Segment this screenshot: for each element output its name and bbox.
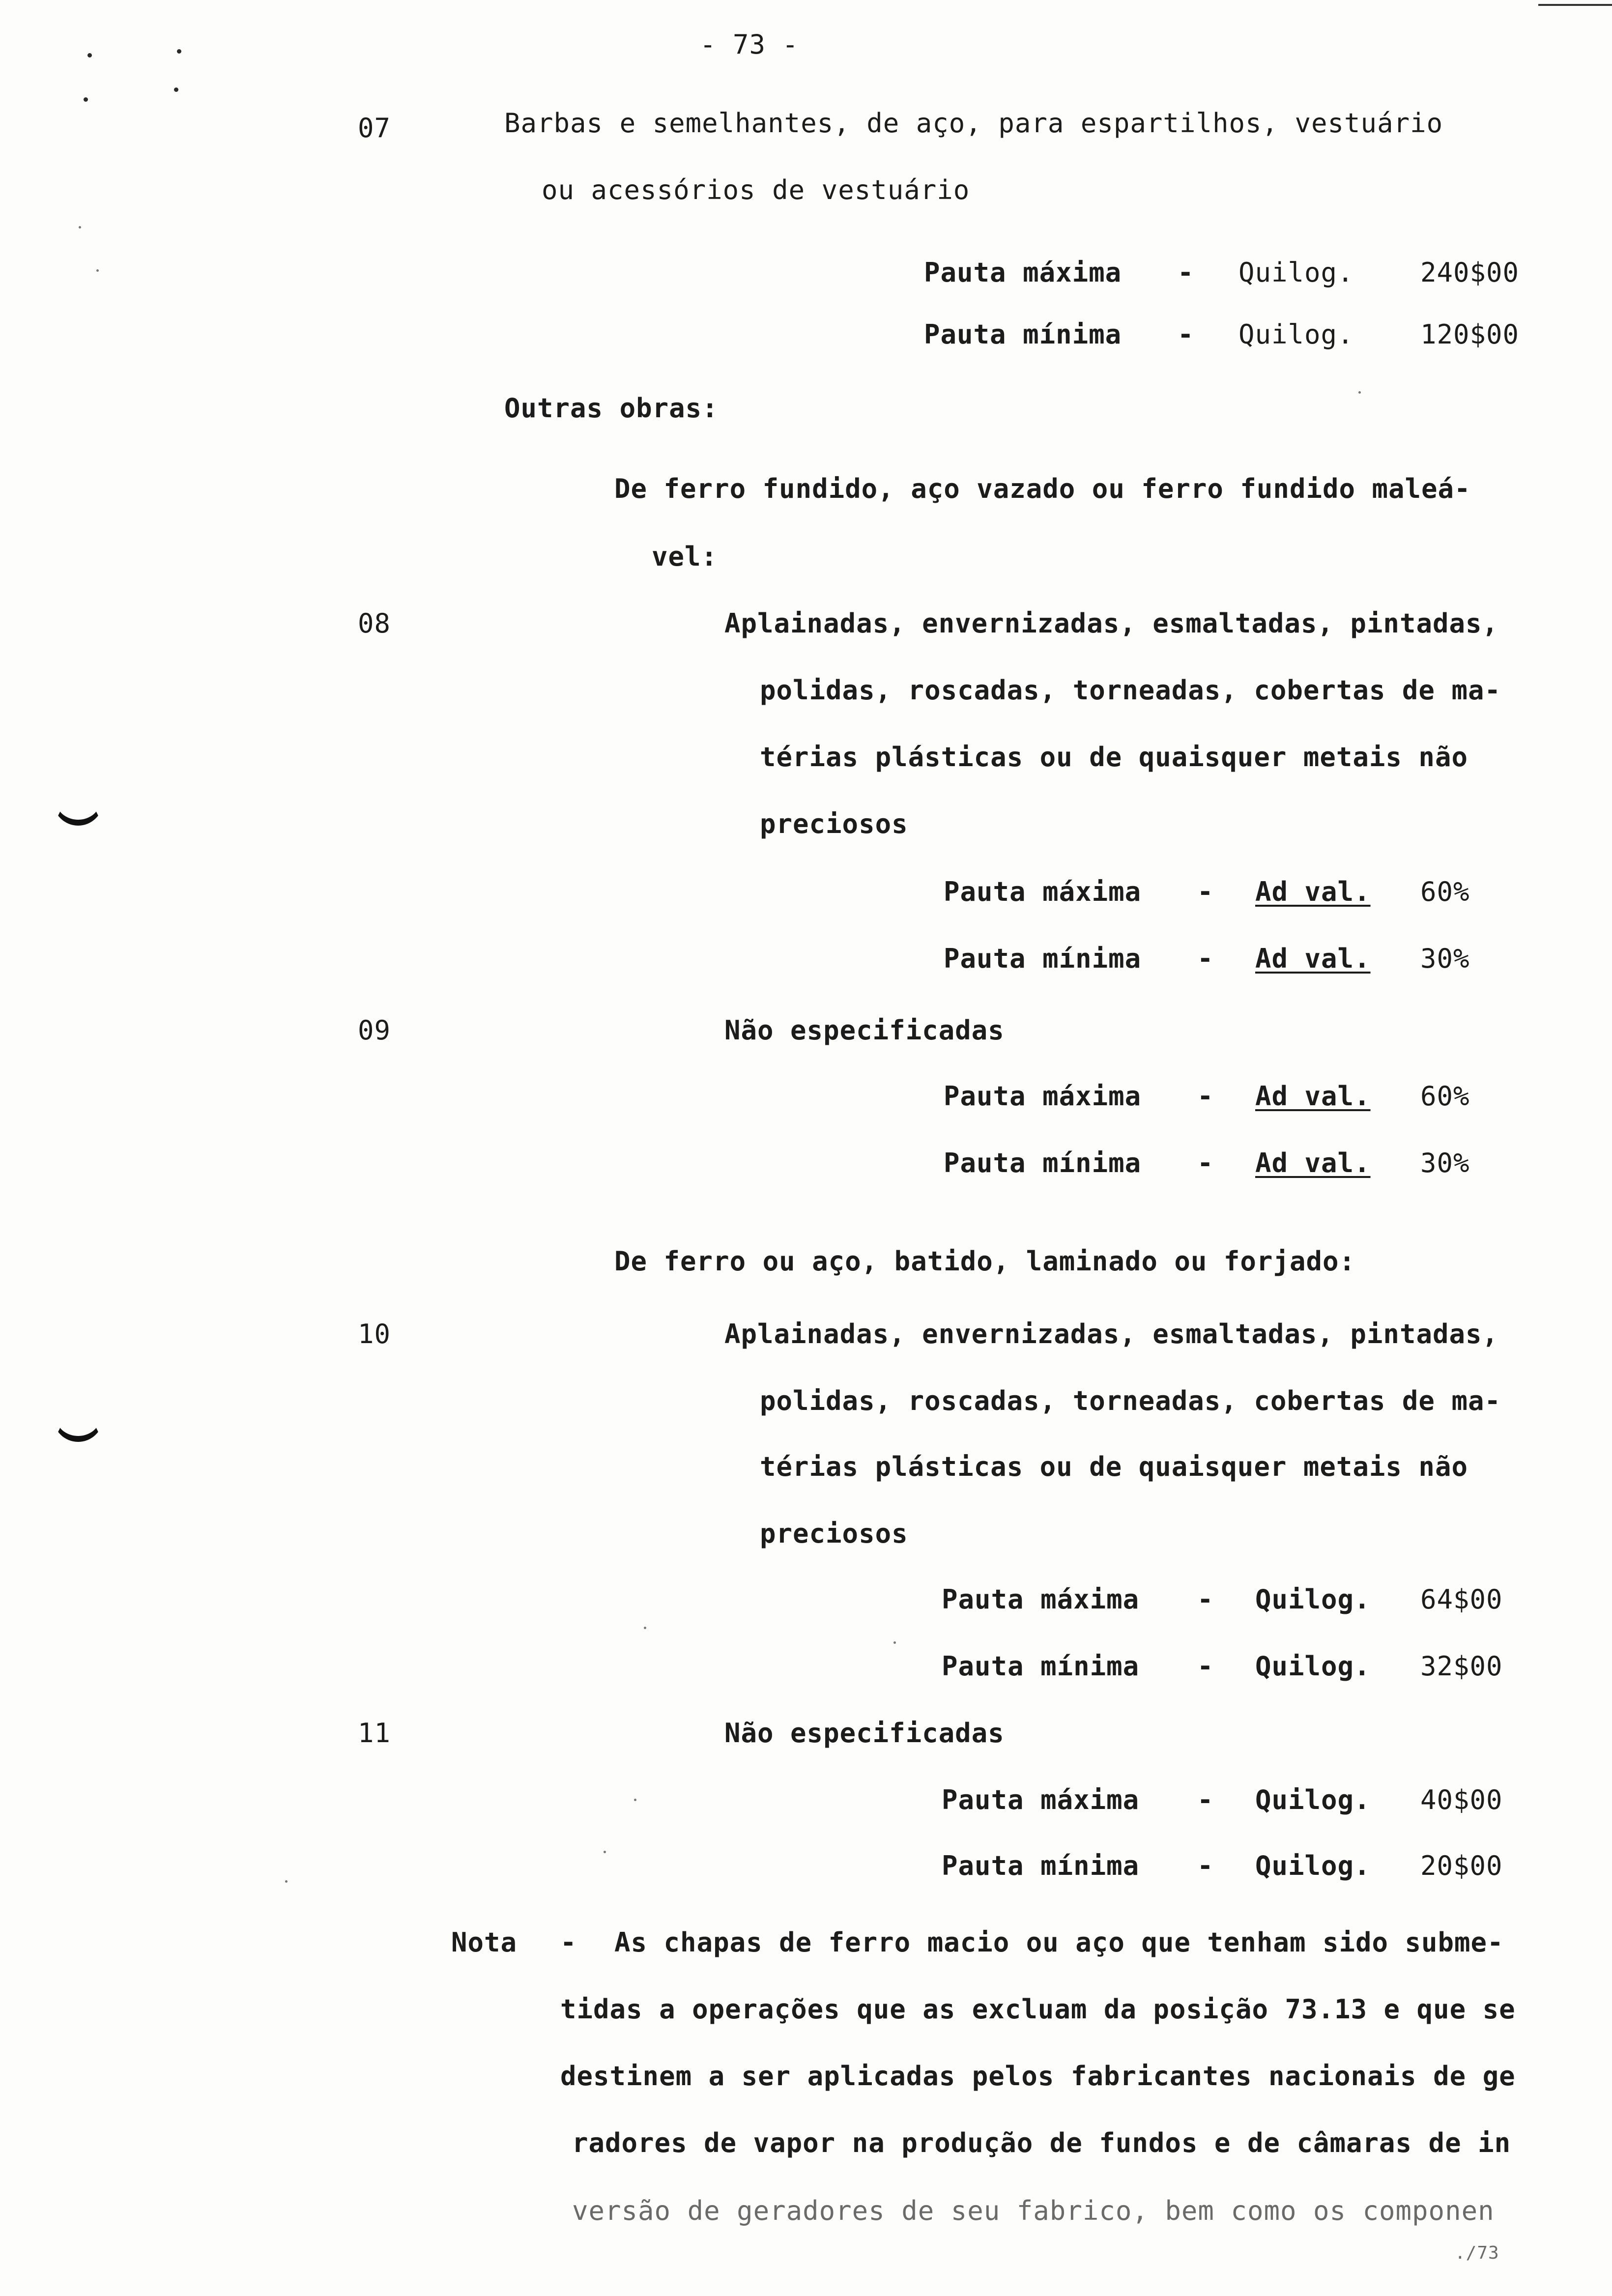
heading-ferro-fundido-line-1: De ferro fundido, aço vazado ou ferro fundido maleá- (614, 473, 1471, 504)
entry-09-max-value: 60% (1420, 1081, 1470, 1112)
entry-07-max-value: 240$00 (1420, 257, 1520, 288)
entry-10-max-label: Pauta máxima (942, 1584, 1140, 1615)
entry-11-min-value: 20$00 (1420, 1850, 1503, 1881)
entry-11-min-label: Pauta mínima (942, 1850, 1140, 1881)
entry-code-08: 08 (358, 608, 391, 639)
page-edge-mark (1538, 4, 1612, 6)
entry-code-10: 10 (358, 1319, 391, 1349)
entry-08-max-label: Pauta máxima (944, 876, 1142, 907)
entry-08-min-label: Pauta mínima (944, 943, 1142, 974)
entry-11-min-dash: - (1197, 1850, 1214, 1881)
scan-speck (84, 97, 88, 102)
entry-07-min-unit: Quilog. (1238, 319, 1354, 350)
entry-10-line-4: preciosos (760, 1518, 908, 1549)
heading-outras-obras: Outras obras: (504, 393, 719, 424)
entry-09-min-label: Pauta mínima (944, 1148, 1142, 1178)
scan-speck (96, 269, 99, 272)
scan-speck (634, 1799, 636, 1801)
entry-10-max-value: 64$00 (1420, 1584, 1503, 1615)
entry-10-min-unit: Quilog. (1255, 1651, 1371, 1682)
entry-code-07: 07 (358, 113, 391, 144)
heading-ferro-forjado: De ferro ou aço, batido, laminado ou forjado: (614, 1246, 1355, 1277)
entry-09-max-dash: - (1197, 1081, 1214, 1112)
entry-11-max-value: 40$00 (1420, 1784, 1503, 1815)
page-number: - 73 - (700, 29, 799, 60)
entry-07-line-1: Barbas e semelhantes, de aço, para espartilhos, vestuário (504, 108, 1443, 139)
entry-08-max-dash: - (1197, 876, 1214, 907)
entry-07-max-unit: Quilog. (1238, 257, 1354, 288)
entry-07-min-dash: - (1178, 319, 1194, 350)
entry-08-line-3: térias plásticas ou de quaisquer metais não (760, 742, 1468, 773)
entry-10-min-dash: - (1197, 1651, 1214, 1682)
entry-10-line-2: polidas, roscadas, torneadas, cobertas de ma- (760, 1385, 1501, 1416)
entry-08-min-unit: Ad val. (1255, 943, 1371, 974)
entry-08-min-dash: - (1197, 943, 1214, 974)
entry-07-min-label: Pauta mínima (924, 319, 1122, 350)
entry-10-line-3: térias plásticas ou de quaisquer metais não (760, 1451, 1468, 1482)
nota-line-3: destinem a ser aplicadas pelos fabricantes nacionais de ge (560, 2061, 1516, 2092)
entry-07-max-label: Pauta máxima (924, 257, 1122, 288)
entry-09-line-1: Não especificadas (724, 1015, 1005, 1046)
binding-hole-mark (53, 1416, 103, 1442)
entry-08-line-1: Aplainadas, envernizadas, esmaltadas, pintadas, (724, 608, 1499, 639)
entry-10-max-dash: - (1197, 1584, 1214, 1615)
scan-speck (644, 1627, 646, 1629)
entry-11-max-unit: Quilog. (1255, 1784, 1371, 1815)
entry-08-max-value: 60% (1420, 876, 1470, 907)
nota-line-5: versão de geradores de seu fabrico, bem como os componen (572, 2195, 1495, 2226)
nota-line-2: tidas a operações que as excluam da posição 73.13 e que se (560, 1994, 1516, 2025)
nota-label: Nota (451, 1927, 518, 1958)
scan-speck (79, 226, 81, 229)
scan-speck (604, 1851, 606, 1853)
entry-10-min-label: Pauta mínima (942, 1651, 1140, 1682)
scan-speck (177, 49, 181, 54)
entry-08-min-value: 30% (1420, 943, 1470, 974)
entry-11-min-unit: Quilog. (1255, 1850, 1371, 1881)
entry-11-line-1: Não especificadas (724, 1718, 1005, 1749)
nota-dash: - (560, 1927, 577, 1958)
scan-speck (1358, 391, 1361, 394)
entry-code-11: 11 (358, 1718, 391, 1749)
entry-09-min-value: 30% (1420, 1148, 1470, 1178)
scan-speck (285, 1880, 288, 1883)
nota-line-1: As chapas de ferro macio ou aço que tenham sido subme- (614, 1927, 1504, 1958)
page-continuation-mark: ./73 (1455, 2243, 1499, 2263)
entry-07-line-2: ou acessórios de vestuário (542, 174, 970, 205)
entry-10-max-unit: Quilog. (1255, 1584, 1371, 1615)
binding-hole-mark (53, 800, 103, 826)
heading-ferro-fundido-line-2: vel: (652, 541, 718, 572)
entry-code-09: 09 (358, 1015, 391, 1046)
entry-10-min-value: 32$00 (1420, 1651, 1503, 1682)
entry-10-line-1: Aplainadas, envernizadas, esmaltadas, pintadas, (724, 1319, 1499, 1349)
scan-speck (893, 1641, 896, 1644)
entry-11-max-dash: - (1197, 1784, 1214, 1815)
scan-speck (87, 53, 92, 57)
scan-speck (174, 87, 178, 92)
nota-line-4: radores de vapor na produção de fundos e de câmaras de in (572, 2127, 1511, 2158)
entry-09-max-label: Pauta máxima (944, 1081, 1142, 1112)
entry-07-min-value: 120$00 (1420, 319, 1520, 350)
entry-09-min-unit: Ad val. (1255, 1148, 1371, 1178)
entry-11-max-label: Pauta máxima (942, 1784, 1140, 1815)
entry-09-max-unit: Ad val. (1255, 1081, 1371, 1112)
entry-07-max-dash: - (1178, 257, 1194, 288)
entry-08-line-2: polidas, roscadas, torneadas, cobertas de ma- (760, 675, 1501, 706)
entry-08-max-unit: Ad val. (1255, 876, 1371, 907)
entry-08-line-4: preciosos (760, 808, 908, 839)
entry-09-min-dash: - (1197, 1148, 1214, 1178)
